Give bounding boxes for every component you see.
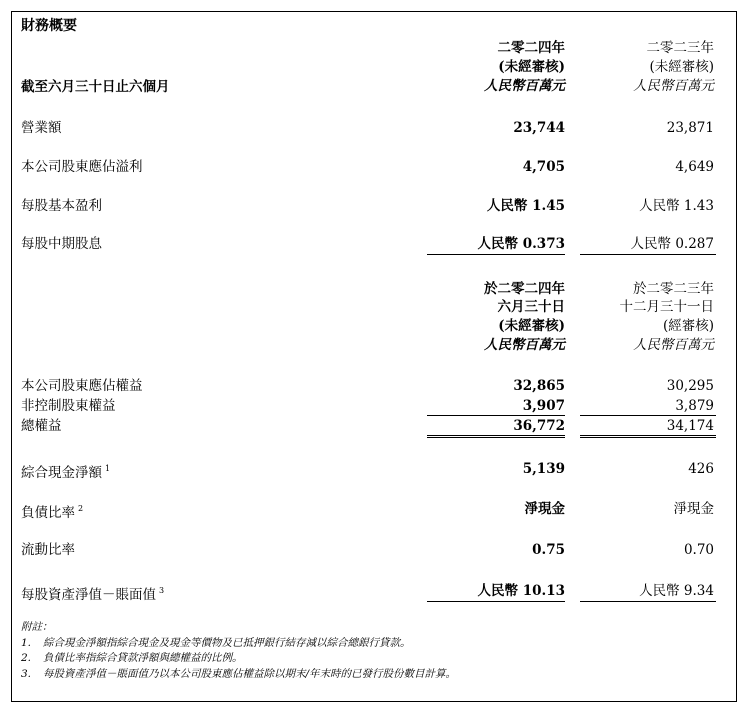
col1-header2-date2: 六月三十日 bbox=[497, 299, 565, 315]
row-value-net-cash-2024: 5,139 bbox=[522, 461, 565, 477]
footnote-1 bbox=[21, 636, 456, 652]
row-value-dividend-2024: 人民幣 0.373 bbox=[477, 236, 565, 252]
footnote-text: 每股資產淨值－賬面值乃以本公司股東應佔權益除以期末/年末時的已發行股份數目計算。 bbox=[43, 667, 457, 680]
page-title: 財務概要 bbox=[21, 18, 77, 34]
row-label-current-ratio: 流動比率 bbox=[21, 542, 75, 558]
row-value-nci-2023: 3,879 bbox=[675, 398, 714, 414]
row-label-gearing: 負債比率 $^2$ bbox=[21, 504, 84, 521]
col1-header-year: 二零二四年 bbox=[497, 40, 565, 56]
row-label-nci: 非控制股東權益 bbox=[21, 398, 116, 414]
col2-header2-date2: 十二月三十一日 bbox=[619, 299, 714, 315]
row-value-current-ratio-2023: 0.70 bbox=[683, 542, 714, 558]
footnote-number: 2. bbox=[21, 652, 32, 664]
row-label-nav-per-share: 每股資產淨值－賬面值 $^3$ bbox=[21, 586, 165, 603]
row-value-shareholders-equity-2024: 32,865 bbox=[513, 378, 565, 394]
rule-total-col1-a bbox=[427, 435, 565, 436]
row-value-nav-per-share-2023: 人民幣 9.34 bbox=[639, 583, 714, 599]
rule-nav-col1 bbox=[427, 601, 565, 602]
footnote-ref-2: 2 bbox=[78, 504, 84, 513]
col2-header-unit: 人民幣百萬元 bbox=[633, 78, 714, 94]
col1-header2-unit: 人民幣百萬元 bbox=[484, 337, 565, 353]
footnote-ref-3: 3 bbox=[159, 586, 165, 595]
footnote-ref-1: 1 bbox=[105, 464, 111, 473]
rule-total-col1-b bbox=[427, 437, 565, 438]
row-value-shareholders-equity-2023: 30,295 bbox=[666, 378, 714, 394]
row-value-total-equity-2024: 36,772 bbox=[513, 418, 565, 434]
row-value-eps-2024: 人民幣 1.45 bbox=[486, 198, 565, 214]
col1-header2-audit: (未經審核) bbox=[498, 318, 565, 334]
row-value-gearing-2024: 淨現金 bbox=[524, 501, 565, 517]
rule-nci-col2 bbox=[580, 415, 716, 416]
col2-header-year: 二零二三年 bbox=[646, 40, 714, 56]
row-label-profit: 本公司股東應佔溢利 bbox=[21, 159, 143, 175]
row-label-dividend: 每股中期股息 bbox=[21, 236, 102, 252]
row-value-current-ratio-2024: 0.75 bbox=[532, 542, 565, 558]
col2-header2-audit: (經審核) bbox=[662, 318, 714, 334]
row-label-net-cash: 綜合現金淨額 $^1$ bbox=[21, 464, 111, 481]
row-value-revenue-2023: 23,871 bbox=[666, 120, 714, 136]
row-value-dividend-2023: 人民幣 0.287 bbox=[630, 236, 714, 252]
col1-header2-date1: 於二零二四年 bbox=[484, 281, 565, 297]
row-label-revenue: 營業額 bbox=[21, 120, 62, 136]
footnotes bbox=[21, 620, 456, 682]
row-value-nav-per-share-2024: 人民幣 10.13 bbox=[477, 583, 565, 599]
row-value-profit-2024: 4,705 bbox=[522, 159, 565, 175]
rule-total-col2-b bbox=[580, 437, 716, 438]
col1-header-unit: 人民幣百萬元 bbox=[484, 78, 565, 94]
row-label-eps: 每股基本盈利 bbox=[21, 198, 102, 214]
row-value-profit-2023: 4,649 bbox=[675, 159, 714, 175]
rule-nci-col1 bbox=[427, 415, 565, 416]
footnote-3 bbox=[21, 667, 456, 683]
period-label: 截至六月三十日止六個月 bbox=[21, 79, 170, 95]
footnote-number: 3. bbox=[21, 667, 32, 680]
row-value-nci-2024: 3,907 bbox=[522, 398, 565, 414]
row-value-net-cash-2023: 426 bbox=[688, 461, 714, 477]
row-label-shareholders-equity: 本公司股東應佔權益 bbox=[21, 378, 143, 394]
rule-dividend-col2 bbox=[580, 254, 716, 255]
footnotes-heading: 附註： bbox=[21, 621, 53, 633]
footnote-number: 1. bbox=[21, 636, 32, 649]
rule-dividend-col1 bbox=[427, 254, 565, 255]
rule-total-col2-a bbox=[580, 435, 716, 436]
row-value-eps-2023: 人民幣 1.43 bbox=[639, 198, 714, 214]
rule-nav-col2 bbox=[580, 601, 716, 602]
row-label-total-equity: 總權益 bbox=[21, 418, 62, 434]
footnote-text: 綜合現金淨額指綜合現金及現金等價物及已抵押銀行結存減以綜合總銀行貸款。 bbox=[43, 636, 411, 649]
col2-header2-date1: 於二零二三年 bbox=[633, 281, 714, 297]
footnote-text: 負債比率指綜合貸款淨額與總權益的比例。 bbox=[43, 652, 243, 664]
col1-header-audit: (未經審核) bbox=[498, 59, 565, 75]
col2-header2-unit: 人民幣百萬元 bbox=[633, 337, 714, 353]
row-value-gearing-2023: 淨現金 bbox=[673, 501, 714, 517]
row-value-total-equity-2023: 34,174 bbox=[666, 418, 714, 434]
footnote-2 bbox=[21, 651, 456, 667]
col2-header-audit: (未經審核) bbox=[649, 59, 714, 75]
row-value-revenue-2024: 23,744 bbox=[513, 120, 565, 136]
